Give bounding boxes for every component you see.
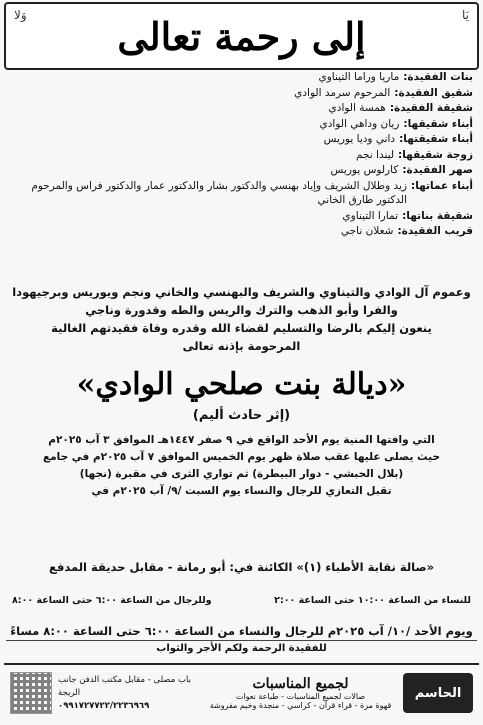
final-day-text: ويوم الأحد /١٠/ آب ٢٠٢٥م للرجال والنساء من الساعة ٦:٠٠ حتى الساعة ٨:٠٠ مساءً [6,622,477,641]
relative-label: قريب الفقيدة: [397,225,473,237]
cause-text: (إثر حادث أليم) [192,408,291,423]
relative-label: أبناء شقيقتها: [399,133,473,145]
detail-line: التي وافتها المنية يوم الأحد الواقع في ٩ صفر ١٤٤٧هـ الموافق ٣ آب ٢٠٢٥م [48,434,435,446]
relative-label: صهر الفقيدة: [402,164,473,176]
relative-row [6,86,477,101]
men-times: وللرجال من الساعة ٦:٠٠ حتى الساعة ٨:٠٠ [12,595,212,606]
closing-text: للفقيدة الرحمة ولكم الأجر والثواب [156,643,327,654]
hall-text: «صالة نقابة الأطباء (١)» الكائنة في: أبو رمانة - مقابل حديقة المدفع [48,560,434,574]
announce-text: ينعون إليكم بالرضا والتسليم لقضاء الله وقدره وفاة فقيدتهم الغالية [51,321,432,335]
relative-names: كارلوس يوريس [330,164,399,176]
footer-center [198,676,403,710]
relative-label: شقيقة بناتها: [402,209,473,222]
relative-names: ماريا وراما التيناوي [318,71,400,83]
relative-label: أبناء عماتها: [411,179,473,192]
relative-row [6,209,477,224]
details-block [6,432,477,500]
relative-row [6,148,477,163]
deceased-name: «ديالة بنت صلحي الوادي» [76,366,407,402]
late-label: المرحومة بإذنه تعالى [182,339,301,353]
relative-row [6,70,477,85]
qr-code-icon [10,672,52,714]
relative-names: شعلان ناجي [340,225,394,237]
women-times: للنساء من الساعة ١٠:٠٠ حتى الساعة ٢:٠٠ [274,595,471,606]
header-ornament-left: وَلا [14,8,27,22]
relative-label: زوجة شقيقها: [398,148,473,161]
company-logo: الحاسم [403,673,473,713]
footer-address-block [58,674,198,713]
relative-row [6,163,477,178]
relative-names: زيد وطلال الشريف وإياد بهنسي والدكتور بشار والدكتور عمار والدكتور فراس والمرحوم الدكتور طارق الخاني [31,179,408,206]
relatives-list [6,70,477,240]
relative-label: شقيقة الفقيدة: [389,102,473,114]
relative-label: شقيق الفقيدة: [394,86,473,99]
footer-sub2: قهوة مرة - قراء قرآن - كراسي - منجدة وخيم مفروشة [209,701,392,710]
relative-row [6,224,477,239]
footer-contact [10,672,198,714]
footer-phone: ٠٩٩١٧٢٧٧٢٢/٢٢٣٦٩٦٩ [58,700,150,711]
footer [4,663,479,721]
relative-names: همسة الوادي [328,102,386,114]
relative-label: أبناء شقيقها: [403,117,473,130]
families-block [6,283,477,355]
relative-names: المرحوم سرمد الوادي [294,86,391,99]
relative-names: ريان وداهي الوادي [319,117,400,130]
detail-line: تقبل التعازي للرجال والنساء يوم السبت /٩/ آب ٢٠٢٥م في [91,485,392,497]
relative-names: تمارا التيناوي [342,209,399,222]
footer-title: لجميع المناسبات [252,676,349,692]
relative-names: داني وديا يوريس [323,133,396,145]
relative-row [6,132,477,147]
relative-row [6,117,477,132]
relative-row [6,101,477,116]
page-title: إلى رحمة تعالى [117,13,366,59]
relative-row [6,179,477,208]
condolence-times [6,595,477,606]
header-banner [4,2,479,70]
footer-sub1: صالات لجميع المناسبات - طباعة نعوات [235,692,366,701]
footer-address: باب مصلى - مقابل مكتب الدفن جانب الريجة [58,674,191,698]
header-ornament-right: يَا [462,8,469,22]
detail-line: حيث يصلى عليها عقب صلاة ظهر يوم الخميس الموافق ٧ آب ٢٠٢٥م في جامع [42,451,441,463]
relative-label: بنات الفقيدة: [403,71,473,83]
detail-line: (بلال الحبشي - دوار البيطرة) ثم تواري الثرى في مقبرة (نجها) [79,468,404,480]
families-text: وعموم آل الوادي والتيناوي والشريف والبهنسي والخاني ونجم ويوريس وبرجيهودا والفرا وأبو الذهب والترك والريس والطه وقدورة وناجي [12,285,471,317]
relative-names: ليندا نجم [356,148,395,161]
